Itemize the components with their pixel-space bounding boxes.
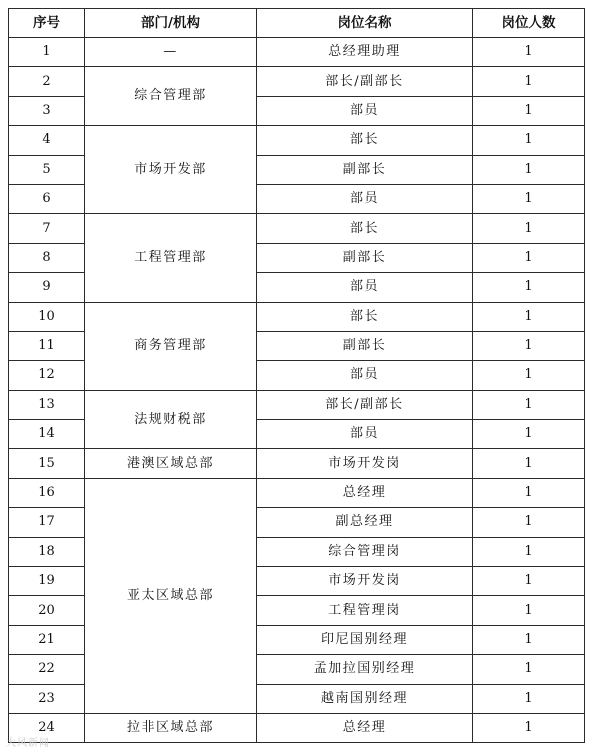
position-count: 1 (473, 155, 585, 184)
department-name: 工程管理部 (85, 214, 257, 302)
row-index: 21 (9, 625, 85, 654)
position-name: 总经理助理 (257, 38, 473, 67)
position-count: 1 (473, 478, 585, 507)
position-count: 1 (473, 273, 585, 302)
row-index: 13 (9, 390, 85, 419)
positions-table (8, 8, 585, 743)
position-count: 1 (473, 302, 585, 331)
position-name: 市场开发岗 (257, 449, 473, 478)
position-name: 副部长 (257, 243, 473, 272)
department-name: 拉非区域总部 (85, 713, 257, 742)
row-index: 23 (9, 684, 85, 713)
row-index: 11 (9, 331, 85, 360)
position-name: 部员 (257, 361, 473, 390)
position-name: 副部长 (257, 331, 473, 360)
department-name: 法规财税部 (85, 390, 257, 449)
department-name: 港澳区域总部 (85, 449, 257, 478)
department-name: 亚太区域总部 (85, 478, 257, 713)
position-count: 1 (473, 390, 585, 419)
department-name: 市场开发部 (85, 126, 257, 214)
position-name: 部长 (257, 214, 473, 243)
position-count: 1 (473, 214, 585, 243)
row-index: 3 (9, 96, 85, 125)
row-index: 12 (9, 361, 85, 390)
row-index: 10 (9, 302, 85, 331)
position-count: 1 (473, 126, 585, 155)
table-row (9, 302, 585, 331)
position-count: 1 (473, 596, 585, 625)
position-count: 1 (473, 96, 585, 125)
position-count: 1 (473, 420, 585, 449)
header-row (9, 9, 585, 38)
row-index: 7 (9, 214, 85, 243)
position-name: 部员 (257, 273, 473, 302)
position-name: 副部长 (257, 155, 473, 184)
table-row (9, 478, 585, 507)
position-count: 1 (473, 67, 585, 96)
row-index: 24 (9, 713, 85, 742)
department-name: 商务管理部 (85, 302, 257, 390)
row-index: 20 (9, 596, 85, 625)
position-count: 1 (473, 184, 585, 213)
department-name: — (85, 38, 257, 67)
row-index: 8 (9, 243, 85, 272)
position-count: 1 (473, 655, 585, 684)
position-count: 1 (473, 537, 585, 566)
position-name: 部长/副部长 (257, 67, 473, 96)
table-row (9, 449, 585, 478)
row-index: 18 (9, 537, 85, 566)
row-index: 22 (9, 655, 85, 684)
row-index: 1 (9, 38, 85, 67)
position-name: 综合管理岗 (257, 537, 473, 566)
position-name: 副总经理 (257, 508, 473, 537)
watermark: 大风新闻 (6, 738, 50, 749)
position-name: 越南国别经理 (257, 684, 473, 713)
row-index: 6 (9, 184, 85, 213)
position-count: 1 (473, 625, 585, 654)
row-index: 14 (9, 420, 85, 449)
row-index: 19 (9, 567, 85, 596)
table-row (9, 214, 585, 243)
position-count: 1 (473, 361, 585, 390)
header-count: 岗位人数 (473, 9, 585, 38)
position-name: 部长 (257, 126, 473, 155)
header-index: 序号 (9, 9, 85, 38)
position-count: 1 (473, 449, 585, 478)
row-index: 9 (9, 273, 85, 302)
position-count: 1 (473, 684, 585, 713)
row-index: 2 (9, 67, 85, 96)
table-body (9, 38, 585, 743)
position-count: 1 (473, 567, 585, 596)
position-name: 部员 (257, 420, 473, 449)
position-count: 1 (473, 713, 585, 742)
row-index: 15 (9, 449, 85, 478)
position-count: 1 (473, 331, 585, 360)
position-count: 1 (473, 243, 585, 272)
header-dept: 部门/机构 (85, 9, 257, 38)
position-name: 总经理 (257, 713, 473, 742)
row-index: 17 (9, 508, 85, 537)
position-name: 部员 (257, 96, 473, 125)
position-name: 工程管理岗 (257, 596, 473, 625)
position-count: 1 (473, 38, 585, 67)
table-row (9, 390, 585, 419)
position-count: 1 (473, 508, 585, 537)
row-index: 16 (9, 478, 85, 507)
table-row (9, 126, 585, 155)
row-index: 5 (9, 155, 85, 184)
position-name: 孟加拉国别经理 (257, 655, 473, 684)
table-row (9, 38, 585, 67)
position-name: 印尼国别经理 (257, 625, 473, 654)
header-position: 岗位名称 (257, 9, 473, 38)
department-name: 综合管理部 (85, 67, 257, 126)
table-row (9, 67, 585, 96)
position-name: 部员 (257, 184, 473, 213)
row-index: 4 (9, 126, 85, 155)
table-row (9, 713, 585, 742)
position-name: 部长/副部长 (257, 390, 473, 419)
position-name: 总经理 (257, 478, 473, 507)
table-header (9, 9, 585, 38)
position-name: 部长 (257, 302, 473, 331)
position-name: 市场开发岗 (257, 567, 473, 596)
